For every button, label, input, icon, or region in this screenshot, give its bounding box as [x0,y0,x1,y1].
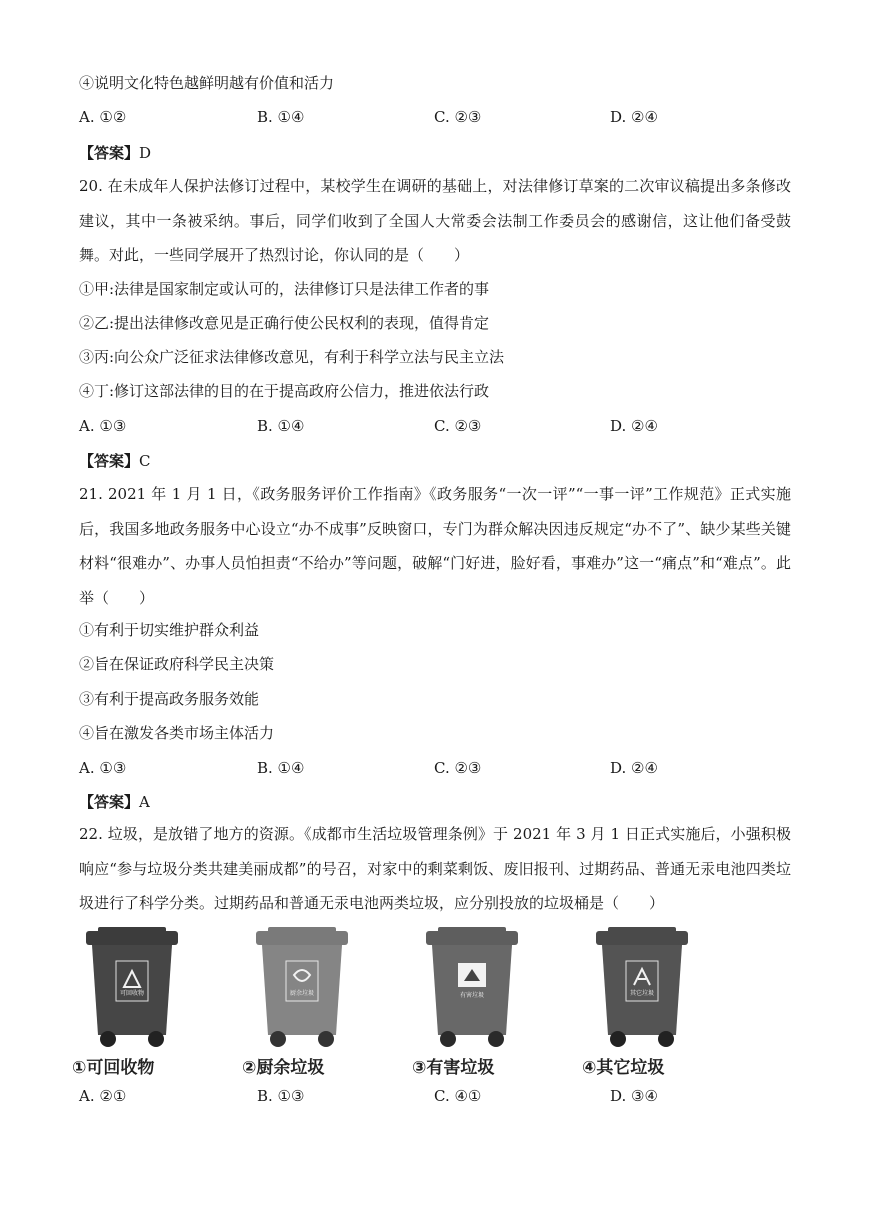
answer-label: 【答案】 [79,144,140,162]
recyclable-bin [72,925,200,1080]
kitchen-waste-bin [242,925,370,1080]
q19-option-4: ④说明文化特色越鲜明越有价值和活力 [79,74,335,92]
q21-choice-a: A. ①③ [79,759,127,777]
answer-label: 【答案】 [79,452,140,470]
answer-label: 【答案】 [79,793,140,811]
answer-value: D [139,144,152,162]
q22-choice-b: B. ①③ [257,1087,305,1105]
q20-statement-2: ②乙:提出法律修改意见是正确行使公民权利的表现，值得肯定 [79,314,490,332]
other-waste-bin [582,925,710,1080]
q19-choice-a: A. ①② [79,108,127,126]
q19-choice-d: D. ②④ [610,108,658,126]
q22-choice-a: A. ②① [79,1087,127,1105]
bin-caption: ④其它垃圾 [582,1058,665,1078]
q20-statement-3: ③丙:向公众广泛征求法律修改意见，有利于科学立法与民主立法 [79,348,505,366]
q21-statement-2: ②旨在保证政府科学民主决策 [79,655,275,673]
trash-bin-icon [250,925,354,1050]
q20-choice-b: B. ①④ [257,417,305,435]
q21-statement-3: ③有利于提高政务服务效能 [79,690,260,708]
hazardous-waste-bin [412,925,540,1080]
q20-statement-1: ①甲:法律是国家制定或认可的，法律修订只是法律工作者的事 [79,280,490,298]
bin-caption: ①可回收物 [72,1058,155,1078]
q20-choice-c: C. ②③ [434,417,482,435]
q19-choice-b: B. ①④ [257,108,305,126]
q21-answer [79,792,150,812]
q20-choice-d: D. ②④ [610,417,658,435]
q20-choices [79,416,791,436]
q22-choice-c: C. ④① [434,1087,482,1105]
q21-stem: 21. 2021 年 1 月 1 日，《政务服务评价工作指南》《政务服务“一次一评”“一事一评”工作规范》正式实施后，我国多地政务服务中心设立“办不成事”反映窗口，专门为群众解决因违反规定“办不了”、缺少某些关键材料“很难办”、办事人员怕担责“不给办”等问题，破解“门好进，脸好看，事难办”这一“痛点”和“难点”。此举（ ） [79,485,791,607]
q22-choice-d: D. ③④ [610,1087,658,1105]
q21-choice-b: B. ①④ [257,759,305,777]
bin-label: 厨余垃圾 [289,990,315,997]
bin-caption: ③有害垃圾 [412,1058,495,1078]
q20-answer [79,451,151,471]
q19-choice-c: C. ②③ [434,108,482,126]
q20-choice-a: A. ①③ [79,417,127,435]
q19-answer [79,143,151,163]
q21-choices [79,758,791,778]
trash-bin-figure [74,925,694,1080]
q22-stem: 22. 垃圾，是放错了地方的资源。《成都市生活垃圾管理条例》于 2021 年 3 月 1 日正式实施后，小强积极响应“参与垃圾分类共建美丽成都”的号召，对家中的剩菜剩饭、废旧报刊、过期药品、普通无汞电池四类垃圾进行了科学分类。过期药品和普通无汞电池两类垃圾，应分别投放的垃圾桶是（ ） [79,825,791,912]
bin-caption: ②厨余垃圾 [242,1058,325,1078]
q20-statement-4: ④丁:修订这部法律的目的在于提高政府公信力，推进依法行政 [79,382,490,400]
bin-label: 有害垃圾 [459,992,485,999]
answer-value: C [139,452,151,470]
q21-statement-1: ①有利于切实维护群众利益 [79,621,260,639]
answer-value: A [139,793,150,811]
trash-bin-icon [80,925,184,1050]
q22-choices [79,1086,791,1106]
trash-bin-icon [590,925,694,1050]
q19-choices [79,107,791,127]
q21-statement-4: ④旨在激发各类市场主体活力 [79,724,275,742]
bin-label: 其它垃圾 [629,990,655,997]
bin-label: 可回收物 [119,990,145,997]
q21-choice-d: D. ②④ [610,759,658,777]
q20-stem: 20. 在未成年人保护法修订过程中，某校学生在调研的基础上，对法律修订草案的二次审议稿提出多条修改建议，其中一条被采纳。事后，同学们收到了全国人大常委会法制工作委员会的感谢信，这让他们备受鼓舞。对此，一些同学展开了热烈讨论，你认同的是（ ） [79,177,791,264]
trash-bin-icon [420,925,524,1050]
q21-choice-c: C. ②③ [434,759,482,777]
